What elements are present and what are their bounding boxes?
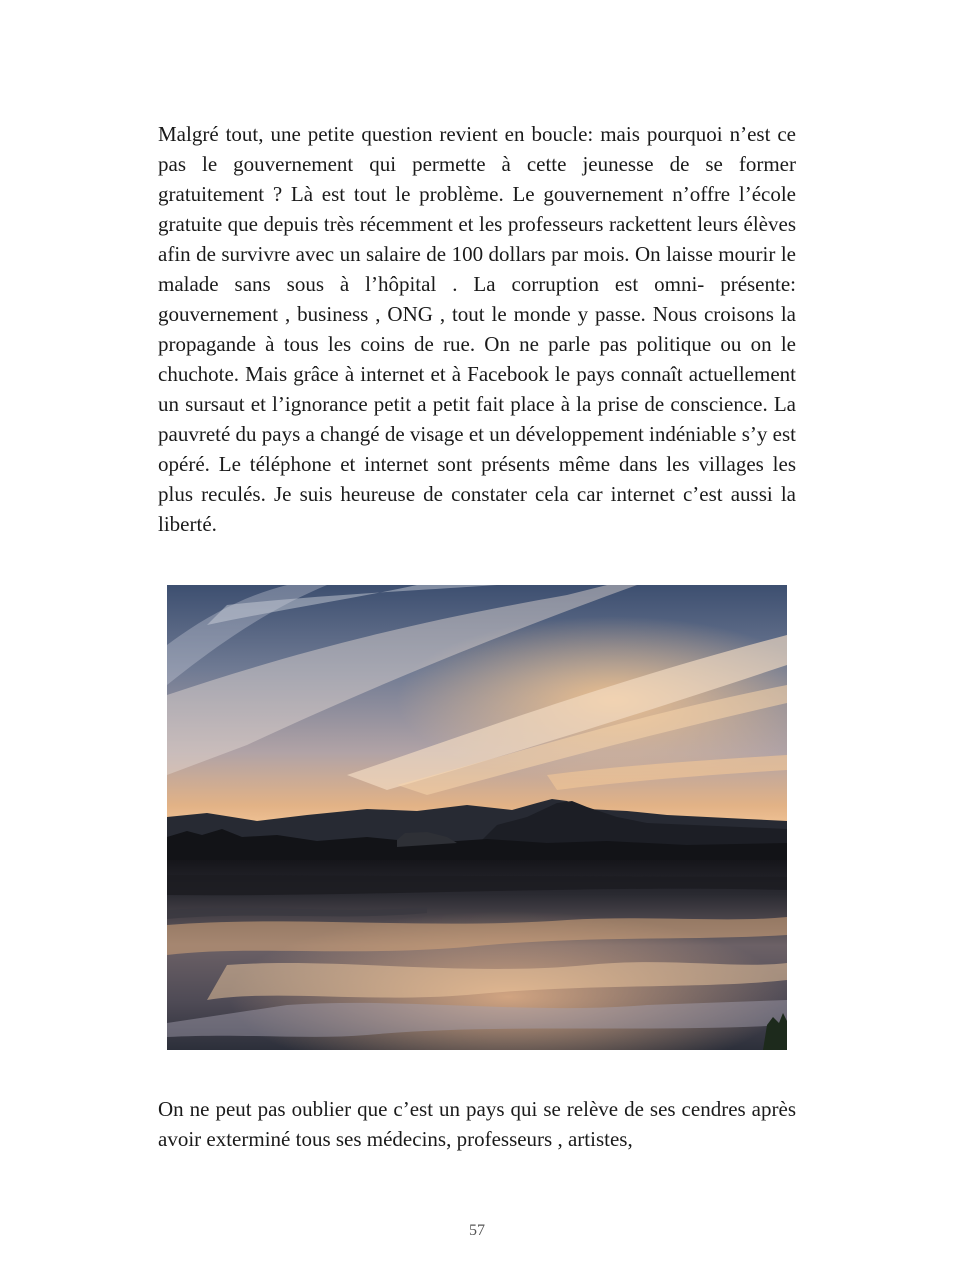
sunset-lake-photo [167,585,787,1050]
body-paragraph-continued: On ne peut pas oublier que c’est un pays qui se relève de ses cendres après avoir exterminé tous ses médecins, professeurs , artistes, [158,1097,796,1151]
page-number: 57 [469,1222,485,1239]
body-paragraph: Malgré tout, une petite question revient en boucle: mais pourquoi n’est ce pas le gouvernement qui permette à cette jeunesse de se former gratuitement ? Là est tout le problème. Le gouvernement n’offre l’école gratuite que depuis très récemment et les professeurs rackettent leurs élèves afin de survivre avec un salaire de 100 dollars par mois. On laisse mourir le malade sans sous à l’hôpital . La corruption est omni- présente: gouvernement , business , ONG , tout le monde y passe. Nous croisons la propagande à tous les coins de rue. On ne parle pas politique ou on le chuchote. Mais grâce à internet et à Facebook le pays connaît actuellement un sursaut et l’ignorance petit a petit fait place à la prise de conscience. La pauvreté du pays a changé de visage et un développement indéniable s’y est opéré. Le téléphone et internet sont présents même dans les villages les plus reculés. Je suis heureuse de constater cela car internet c’est aussi la liberté. [158,122,796,536]
